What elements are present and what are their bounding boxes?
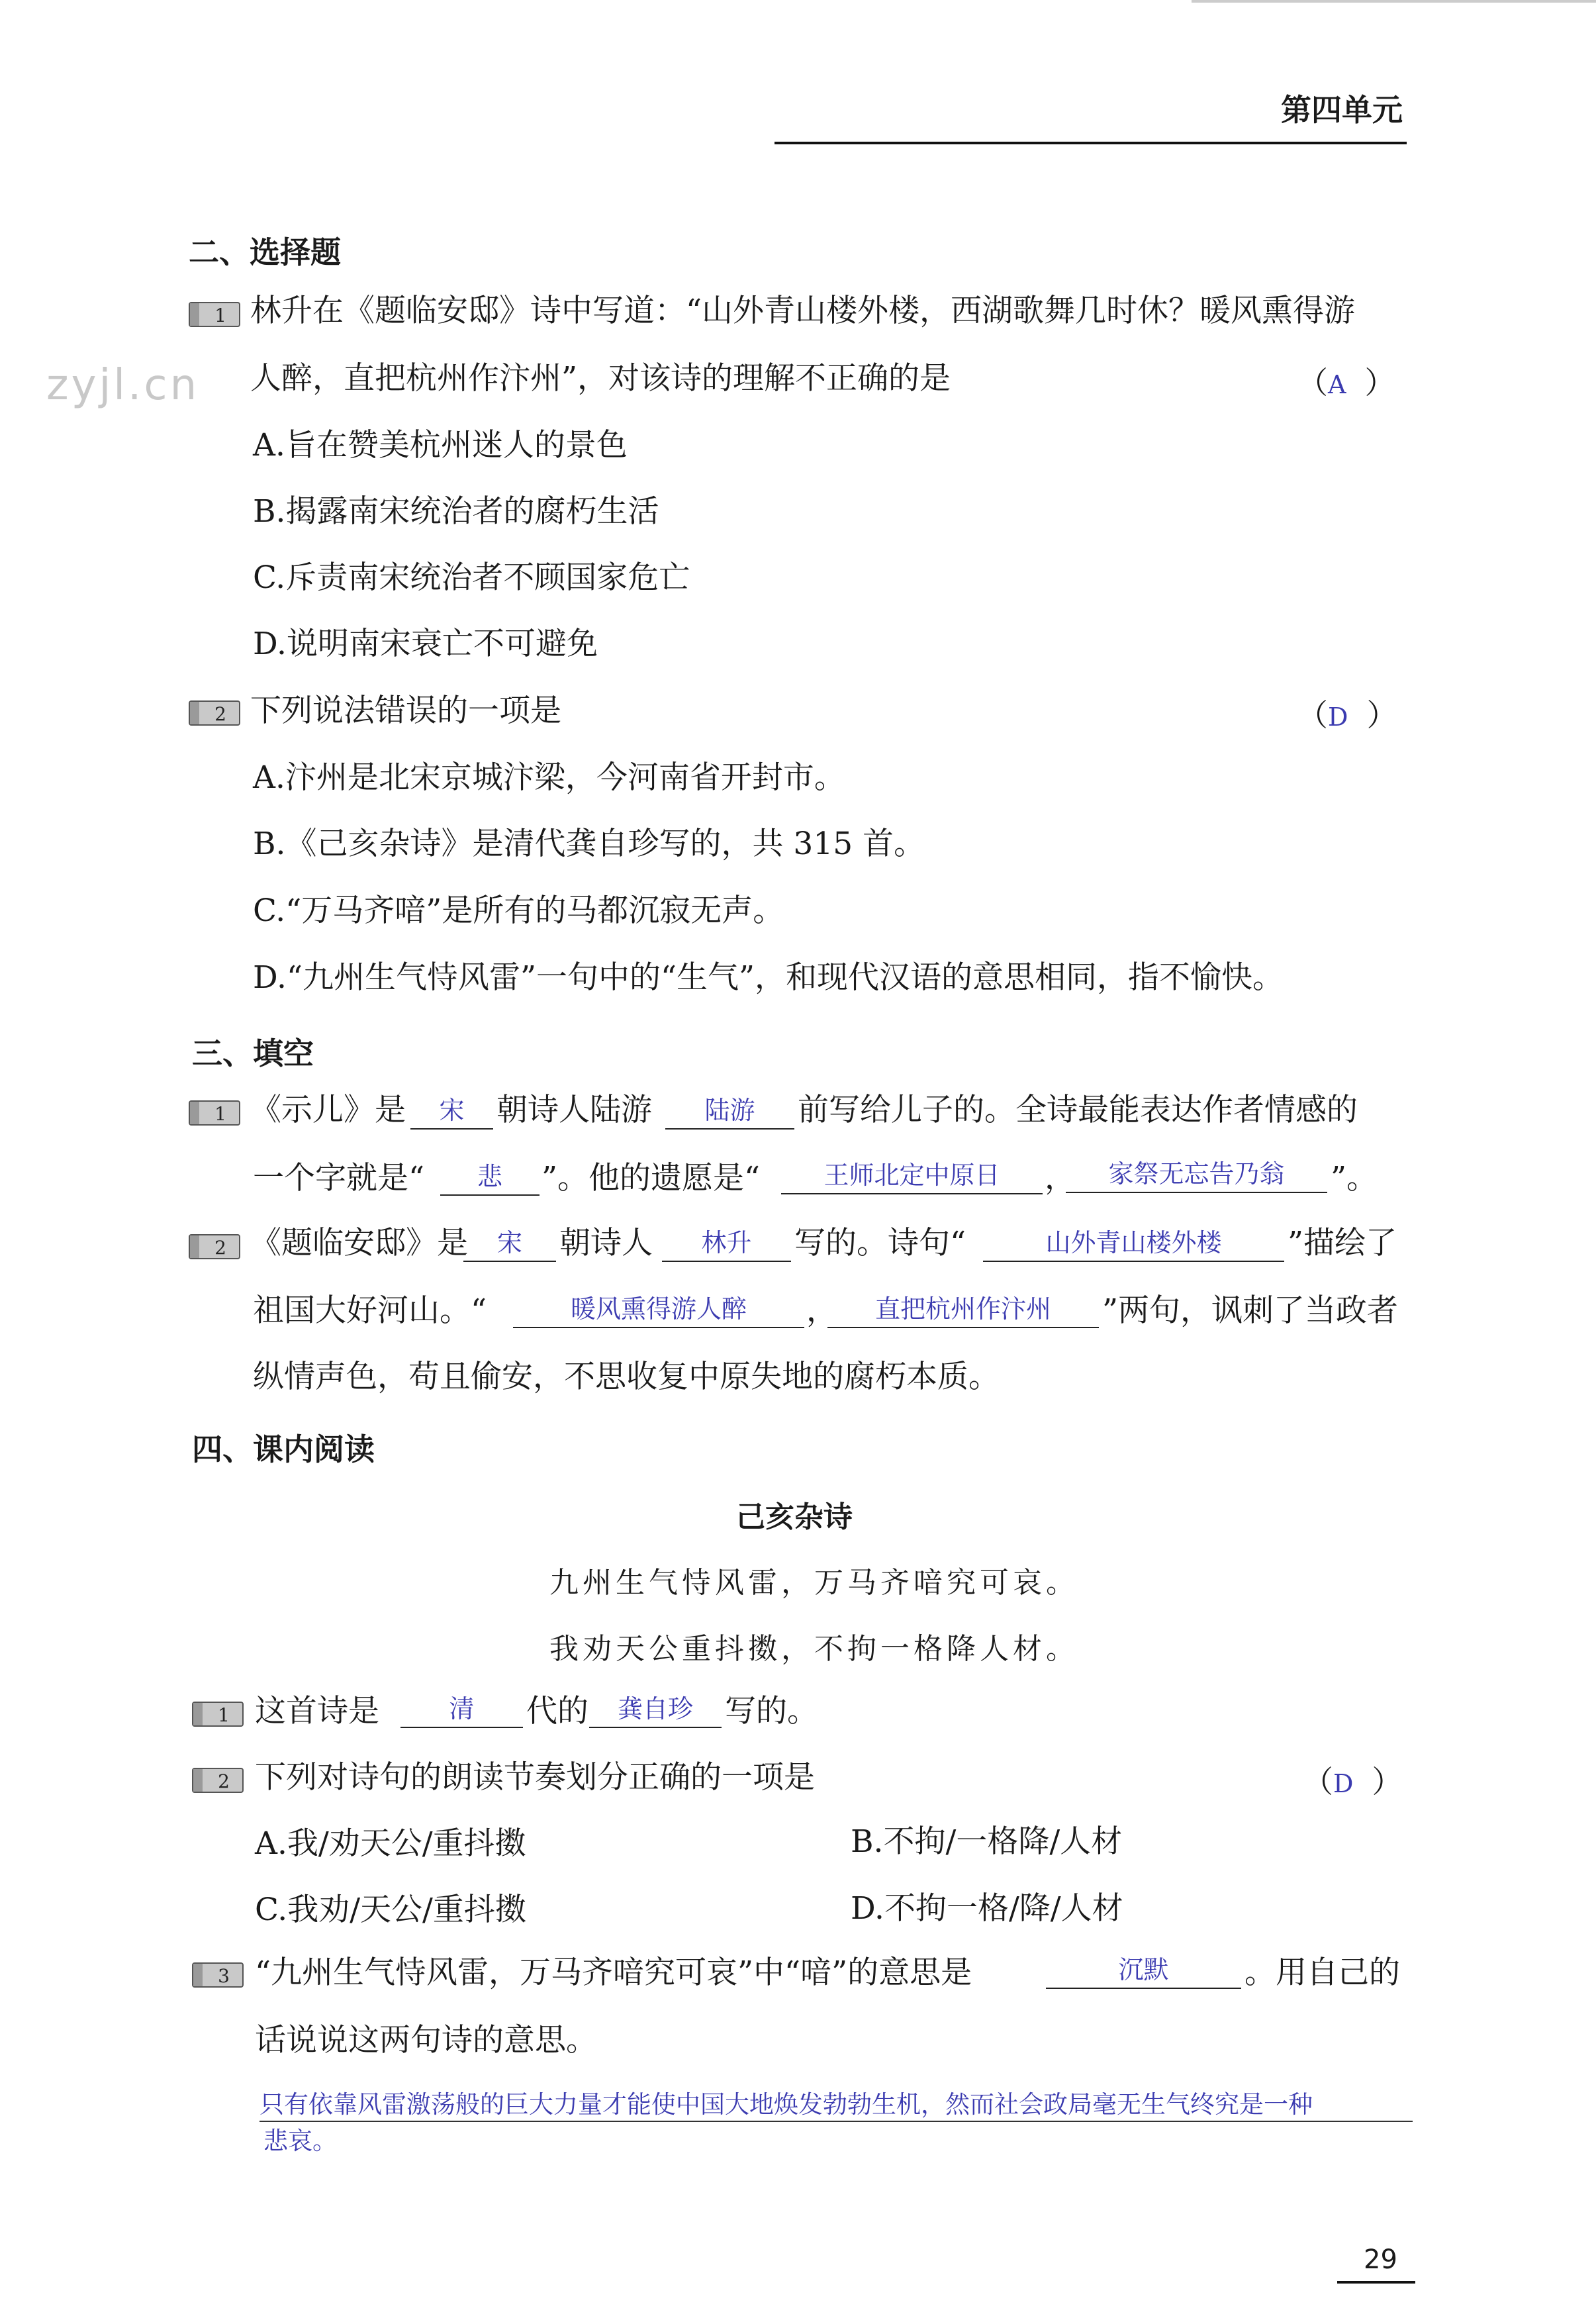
poem-title: 己亥杂诗	[736, 1500, 853, 1534]
question-text: 。用自己的	[1244, 1954, 1400, 1991]
option: B.《己亥杂诗》是清代龚自珍写的，共 315 首。	[253, 826, 925, 862]
section-title-fill: 三、填空	[192, 1036, 314, 1071]
page-number-rule	[1337, 2281, 1415, 2284]
question-number-badge: 2	[192, 1768, 244, 1793]
watermark: zyjl.cn	[46, 361, 200, 410]
option: A.汴州是北宋京城汴梁，今河南省开封市。	[253, 759, 845, 796]
answer-paren: （D ）	[1303, 1764, 1403, 1800]
question-text: 话说说这两句诗的意思。	[255, 2022, 597, 2058]
question-number-badge: 1	[189, 302, 240, 327]
section-title-choice: 二、选择题	[189, 234, 341, 270]
scan-edge-mark	[1192, 0, 1596, 3]
fill-text: 这首诗是	[255, 1693, 379, 1729]
fill-text: ”描绘了	[1288, 1225, 1397, 1261]
choice-answer: D	[1328, 702, 1348, 732]
answer-paren: （D ）	[1297, 697, 1397, 733]
answer-paren: （A ）	[1297, 365, 1395, 401]
fill-blank[interactable]: 悲	[440, 1160, 540, 1196]
fill-text: ，	[1045, 1160, 1076, 1196]
option: A.我/劝天公/重抖擞	[255, 1825, 526, 1862]
question-number-badge: 3	[192, 1962, 244, 1988]
fill-text: 代的	[526, 1693, 588, 1729]
poem-line: 我劝天公重抖擞，不拘一格降人材。	[549, 1632, 1079, 1666]
handwritten-answer-line: 悲哀。	[263, 2127, 337, 2155]
fill-text: 朝诗人陆游	[496, 1092, 652, 1128]
fill-blank[interactable]: 林升	[662, 1226, 791, 1262]
header-rule	[775, 142, 1407, 144]
question-number-badge: 2	[189, 700, 240, 726]
question-number-badge: 1	[192, 1702, 244, 1727]
fill-text: 祖国大好河山。“	[253, 1292, 487, 1329]
question-text: 下列说法错误的一项是	[250, 693, 561, 729]
fill-blank[interactable]: 清	[400, 1692, 523, 1728]
question-text: 林升在《题临安邸》诗中写道：“山外青山楼外楼，西湖歌舞几时休？暖风熏得游	[250, 293, 1356, 329]
question-number-badge: 2	[189, 1234, 240, 1259]
question-text: 下列对诗句的朗读节奏划分正确的一项是	[255, 1759, 815, 1796]
option: B.揭露南宋统治者的腐朽生活	[253, 493, 659, 530]
question-text: 人醉，直把杭州作汴州”，对该诗的理解不正确的是	[250, 360, 951, 397]
option: D.不拘一格/降/人材	[851, 1890, 1123, 1927]
question-text: “九州生气恃风雷，万马齐喑究可哀”中“喑”的意思是	[255, 1954, 972, 1991]
fill-text: ，	[806, 1292, 837, 1329]
fill-blank[interactable]: 宋	[463, 1226, 556, 1262]
handwritten-answer-line: 只有依靠风雷激荡般的巨大力量才能使中国大地焕发勃勃生机，然而社会政局毫无生气终究是一种	[259, 2089, 1413, 2122]
option: D.“九州生气恃风雷”一句中的“生气”，和现代汉语的意思相同，指不愉快。	[253, 959, 1284, 996]
fill-blank[interactable]: 暖风熏得游人醉	[513, 1292, 804, 1328]
fill-text: 写的。诗句“	[794, 1225, 966, 1261]
fill-blank[interactable]: 王师北定中原日	[781, 1159, 1043, 1194]
fill-text: 纵情声色，苟且偷安，不思收复中原失地的腐朽本质。	[253, 1359, 1000, 1395]
option: A.旨在赞美杭州迷人的景色	[253, 427, 628, 463]
fill-text: ”。	[1331, 1160, 1378, 1196]
option: C.我劝/天公/重抖擞	[255, 1892, 526, 1928]
option: C.“万马齐喑”是所有的马都沉寂无声。	[253, 892, 784, 929]
fill-blank[interactable]: 山外青山楼外楼	[983, 1226, 1284, 1262]
option: D.说明南宋衰亡不可避免	[253, 626, 598, 662]
fill-blank[interactable]: 龚自珍	[589, 1692, 722, 1728]
fill-blank[interactable]: 陆游	[665, 1094, 794, 1130]
fill-blank[interactable]: 家祭无忘告乃翁	[1066, 1157, 1327, 1193]
fill-text: 写的。	[725, 1693, 818, 1729]
choice-answer: D	[1333, 1769, 1354, 1798]
fill-blank[interactable]: 沉默	[1046, 1953, 1241, 1989]
fill-text: ”两句，讽刺了当政者	[1102, 1292, 1399, 1329]
option: B.不拘/一格降/人材	[851, 1823, 1123, 1860]
fill-text: 《示儿》是	[250, 1092, 406, 1128]
poem-line: 九州生气恃风雷，万马齐喑究可哀。	[549, 1566, 1079, 1600]
section-title-reading: 四、课内阅读	[192, 1431, 375, 1467]
question-number-badge: 1	[189, 1100, 240, 1126]
unit-title: 第四单元	[1281, 92, 1403, 128]
fill-text: 朝诗人	[559, 1225, 653, 1261]
fill-text: 前写给儿子的。全诗最能表达作者情感的	[798, 1092, 1358, 1128]
fill-text: ”。他的遗愿是“	[541, 1160, 761, 1196]
option: C.斥责南宋统治者不顾国家危亡	[253, 559, 690, 596]
fill-text: 一个字就是“	[253, 1160, 425, 1196]
page-number: 29	[1364, 2244, 1397, 2275]
fill-text: 《题临安邸》是	[250, 1225, 468, 1261]
choice-answer: A	[1328, 370, 1346, 399]
fill-blank[interactable]: 直把杭州作汴州	[827, 1292, 1099, 1328]
fill-blank[interactable]: 宋	[410, 1094, 493, 1130]
